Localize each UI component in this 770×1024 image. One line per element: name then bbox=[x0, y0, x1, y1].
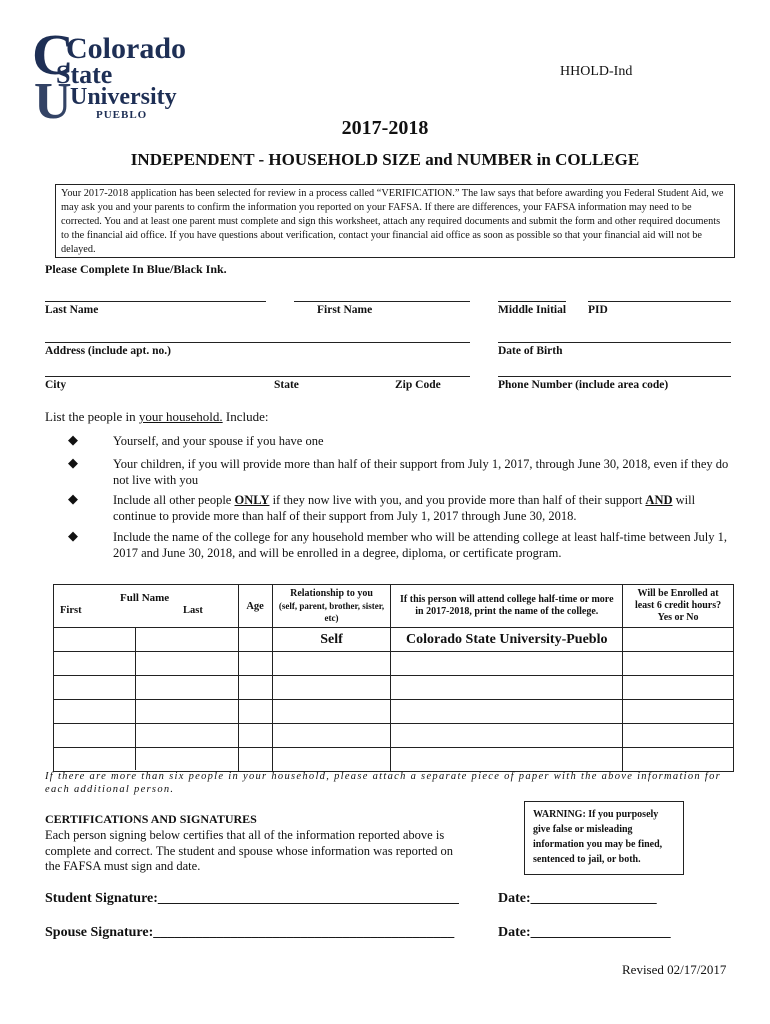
cell-name[interactable] bbox=[54, 748, 239, 772]
overflow-note: If there are more than six people in your household, please attach a separate piece of paper with the above information for each additional person. bbox=[45, 771, 722, 795]
city-state-zip-field[interactable] bbox=[45, 376, 470, 377]
diamond-bullet-icon: ◆ bbox=[68, 432, 78, 447]
table-row bbox=[54, 628, 734, 652]
address-label: Address (include apt. no.) bbox=[45, 345, 171, 357]
cell-enrolled[interactable] bbox=[623, 652, 734, 676]
header-first-label: First bbox=[60, 605, 82, 616]
cell-college[interactable] bbox=[391, 700, 623, 724]
cell-name[interactable] bbox=[54, 676, 239, 700]
header-enrolled: Will be Enrolled at least 6 credit hours? Yes or No bbox=[623, 585, 734, 628]
student-signature-line[interactable]: Student Signature:___________________________________________ bbox=[45, 891, 459, 906]
revised-date: Revised 02/17/2017 bbox=[622, 962, 727, 977]
list-intro-include: Include: bbox=[222, 409, 269, 424]
cell-college[interactable] bbox=[391, 676, 623, 700]
cell-age[interactable] bbox=[238, 676, 272, 700]
city-label: City bbox=[45, 379, 67, 391]
diamond-bullet-icon: ◆ bbox=[68, 491, 78, 506]
cell-enrolled[interactable] bbox=[623, 748, 734, 772]
student-date-line[interactable]: Date:__________________ bbox=[498, 891, 657, 906]
header-relationship bbox=[272, 585, 391, 628]
cell-enrolled[interactable] bbox=[623, 700, 734, 724]
cell-relationship[interactable] bbox=[272, 652, 391, 676]
bullet-other-text-a: Include all other people bbox=[113, 493, 235, 507]
cell-name[interactable] bbox=[54, 724, 239, 748]
phone-field[interactable] bbox=[498, 376, 731, 377]
cell-enrolled[interactable] bbox=[623, 628, 734, 652]
table-row bbox=[54, 748, 734, 772]
cell-age[interactable] bbox=[238, 748, 272, 772]
warning-box: WARNING: If you purposely give false or misleading information you may be fined, sentenced to jail, or both. bbox=[524, 801, 684, 875]
cell-relationship[interactable] bbox=[272, 700, 391, 724]
cell-college[interactable] bbox=[391, 724, 623, 748]
household-list-intro bbox=[45, 409, 269, 425]
name-column-divider bbox=[135, 627, 136, 770]
cell-age[interactable] bbox=[238, 700, 272, 724]
cell-age[interactable] bbox=[238, 724, 272, 748]
form-year: 2017-2018 bbox=[341, 117, 429, 139]
svg-text:U: U bbox=[34, 73, 72, 122]
spouse-signature-line[interactable]: Spouse Signature:___________________________________________ bbox=[45, 925, 455, 940]
cell-name[interactable] bbox=[54, 700, 239, 724]
bullet-yourself: Yourself, and your spouse if you have one bbox=[113, 434, 324, 448]
certifications-text: Each person signing below certifies that all of the information reported above is complete and correct. The student and spouse whose information was reported on the FAFSA must sign and date. bbox=[45, 828, 453, 873]
table-header-row bbox=[54, 585, 734, 628]
spouse-date-line[interactable]: Date:____________________ bbox=[498, 925, 671, 940]
cell-age[interactable] bbox=[238, 652, 272, 676]
table-row bbox=[54, 700, 734, 724]
bullet-other-text-b: if they now live with you, and you provide more than half of their support bbox=[269, 493, 646, 507]
logo-word-colorado: Colorado bbox=[66, 32, 186, 65]
bullet-children: Your children, if you will provide more than half of their support from July 1, 2017, through June 30, 2018, even if they do not live with you bbox=[113, 457, 729, 487]
list-intro-underlined: your household. bbox=[138, 409, 223, 424]
cell-relationship[interactable] bbox=[272, 748, 391, 772]
table-row bbox=[54, 724, 734, 748]
intro-box: Your 2017-2018 application has been selected for review in a process called “VERIFICATION.” The law says that before awarding you Federal Student Aid, we may ask you and your parents to confirm the information you reported on your FAFSA. If there are differences, your FAFSA information may need to be corrected. You and at least one parent must complete and sign this worksheet, attach any required documents and submit the form and other required documents to the financial aid office. If you have questions about verification, contact your financial aid office as soon as possible so that your financial aid will not be delayed. bbox=[55, 184, 735, 258]
certifications-heading: CERTIFICATIONS AND SIGNATURES bbox=[45, 812, 257, 826]
first-name-label: First Name bbox=[317, 304, 373, 316]
table-row bbox=[54, 676, 734, 700]
diamond-bullet-icon: ◆ bbox=[68, 455, 78, 470]
cell-college-csu-pueblo: Colorado State University-Pueblo bbox=[391, 628, 623, 652]
header-relationship-sub: (self, parent, brother, sister, etc) bbox=[278, 601, 385, 623]
logo-word-university: University bbox=[70, 84, 177, 110]
last-name-label: Last Name bbox=[45, 304, 99, 316]
ink-note: Please Complete In Blue/Black Ink. bbox=[45, 262, 227, 276]
table-row bbox=[54, 652, 734, 676]
logo-word-state: State bbox=[56, 60, 113, 89]
zip-label: Zip Code bbox=[395, 379, 441, 391]
phone-label: Phone Number (include area code) bbox=[498, 379, 669, 391]
header-college: If this person will attend college half-time or more in 2017-2018, print the name of the college. bbox=[391, 585, 623, 628]
middle-initial-label: Middle Initial bbox=[498, 304, 567, 316]
state-label: State bbox=[274, 379, 299, 391]
dob-field[interactable] bbox=[498, 342, 731, 343]
cell-relationship[interactable] bbox=[272, 724, 391, 748]
pid-label: PID bbox=[588, 304, 608, 316]
household-table bbox=[53, 584, 734, 772]
cell-relationship[interactable] bbox=[272, 676, 391, 700]
cell-college[interactable] bbox=[391, 652, 623, 676]
middle-initial-field[interactable] bbox=[498, 301, 566, 302]
cell-name[interactable] bbox=[54, 652, 239, 676]
form-title: INDEPENDENT - HOUSEHOLD SIZE and NUMBER in COLLEGE bbox=[130, 150, 640, 169]
bullet-other-people bbox=[113, 492, 733, 524]
bullet-and-emphasis: AND bbox=[645, 493, 673, 507]
address-field[interactable] bbox=[45, 342, 470, 343]
header-full-name bbox=[54, 585, 239, 628]
header-relationship-label: Relationship to you bbox=[290, 588, 373, 599]
header-last-label: Last bbox=[183, 605, 203, 616]
cell-college[interactable] bbox=[391, 748, 623, 772]
cell-age[interactable] bbox=[238, 628, 272, 652]
cell-enrolled[interactable] bbox=[623, 724, 734, 748]
dob-label: Date of Birth bbox=[498, 345, 563, 357]
bullet-other-text-c: will continue to provide more than half of their support from July 1, 2017 through June 30, 2018. bbox=[113, 493, 696, 523]
header-full-name-label: Full Name bbox=[120, 592, 170, 604]
form-code: HHOLD-Ind bbox=[560, 64, 633, 79]
svg-text:C: C bbox=[32, 22, 74, 87]
bullet-only-emphasis: ONLY bbox=[234, 493, 270, 507]
first-name-field[interactable] bbox=[294, 301, 470, 302]
university-logo bbox=[30, 22, 210, 122]
cell-name[interactable] bbox=[54, 628, 239, 652]
header-age: Age bbox=[238, 585, 272, 628]
logo-word-pueblo: PUEBLO bbox=[96, 109, 148, 121]
diamond-bullet-icon: ◆ bbox=[68, 528, 78, 543]
pid-field[interactable] bbox=[588, 301, 731, 302]
list-intro-text: List the people in bbox=[45, 409, 139, 424]
bullet-college: Include the name of the college for any household member who will be attending college at least half-time between July 1, 2017 and June 30, 2018, and will be enrolled in a degree, diploma, or certificate program. bbox=[113, 530, 728, 560]
cell-enrolled[interactable] bbox=[623, 676, 734, 700]
last-name-field[interactable] bbox=[45, 301, 266, 302]
cell-relationship-self: Self bbox=[272, 628, 391, 652]
